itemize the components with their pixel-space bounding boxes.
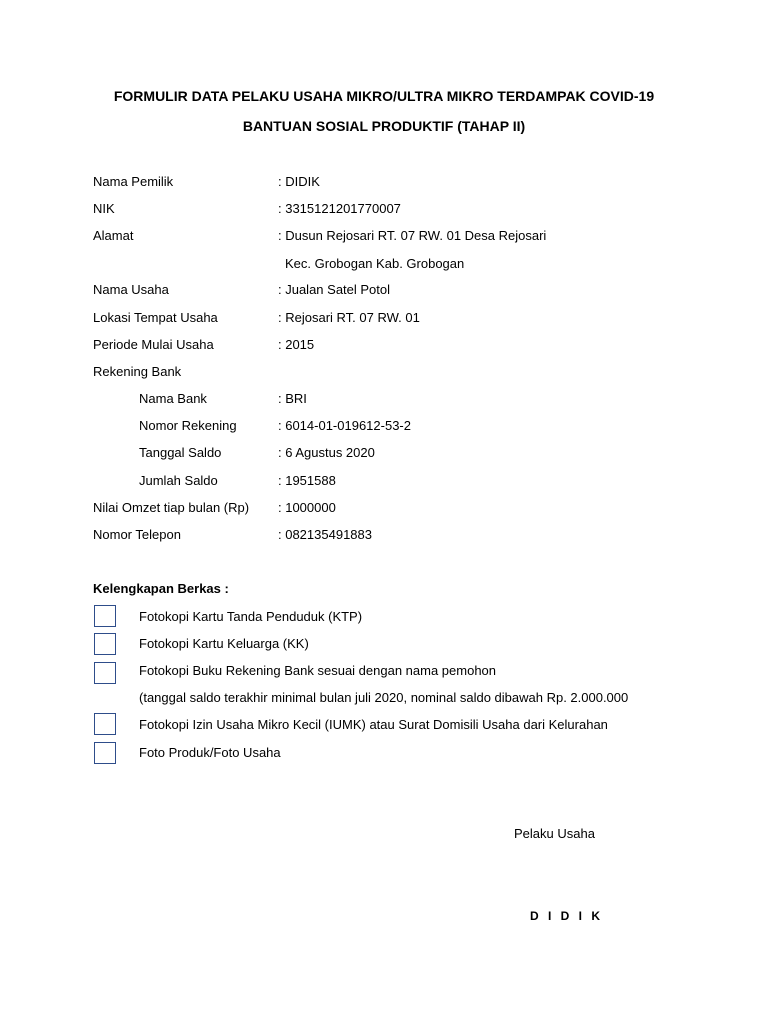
field-value: : 3315121201770007 [278, 201, 401, 216]
checkbox-kk[interactable] [94, 633, 116, 655]
checkbox-ktp[interactable] [94, 605, 116, 627]
field-label: Nama Pemilik [93, 174, 174, 189]
field-value: : BRI [278, 391, 307, 406]
signature-label: Pelaku Usaha [514, 826, 595, 841]
field-value: : Jualan Satel Potol [278, 282, 391, 297]
field-value: : Dusun Rejosari RT. 07 RW. 01 Desa Rejosari [278, 228, 547, 243]
document-item-ktp: Fotokopi Kartu Tanda Penduduk (KTP) [139, 609, 363, 624]
field-label: Nama Bank [139, 391, 207, 406]
field-value: : 1951588 [278, 473, 336, 488]
checkbox-foto-produk[interactable] [94, 742, 116, 764]
document-item-foto-produk: Foto Produk/Foto Usaha [139, 745, 281, 760]
field-value: : Rejosari RT. 07 RW. 01 [278, 310, 420, 325]
field-value: : 2015 [278, 337, 315, 352]
field-value: : 6014-01-019612-53-2 [278, 418, 411, 433]
field-label: NIK [93, 201, 115, 216]
document-item-iumk: Fotokopi Izin Usaha Mikro Kecil (IUMK) atau Surat Domisili Usaha dari Kelurahan [139, 717, 608, 732]
field-label: Lokasi Tempat Usaha [93, 310, 218, 325]
field-label: Nama Usaha [93, 282, 169, 297]
field-label: Jumlah Saldo [139, 473, 218, 488]
field-value: : 082135491883 [278, 527, 372, 542]
document-item-buku-rekening-note: (tanggal saldo terakhir minimal bulan juli 2020, nominal saldo dibawah Rp. 2.000.000 [139, 690, 629, 705]
field-label: Nomor Rekening [139, 418, 237, 433]
field-label: Nomor Telepon [93, 527, 181, 542]
documents-heading: Kelengkapan Berkas : [93, 581, 229, 596]
field-label: Periode Mulai Usaha [93, 337, 214, 352]
field-value: : 1000000 [278, 500, 336, 515]
field-label: Nilai Omzet tiap bulan (Rp) [93, 500, 250, 515]
checkbox-iumk[interactable] [94, 713, 116, 735]
document-item-buku-rekening: Fotokopi Buku Rekening Bank sesuai dengan nama pemohon [139, 663, 497, 678]
form-title: FORMULIR DATA PELAKU USAHA MIKRO/ULTRA MIKRO TERDAMPAK COVID-19 [113, 88, 655, 104]
document-item-kk: Fotokopi Kartu Keluarga (KK) [139, 636, 309, 651]
field-label: Rekening Bank [93, 364, 182, 379]
field-value: : DIDIK [278, 174, 320, 189]
signature-name: D I D I K [530, 909, 604, 923]
form-subtitle: BANTUAN SOSIAL PRODUKTIF (TAHAP II) [242, 118, 526, 134]
field-value-continuation: Kec. Grobogan Kab. Grobogan [285, 256, 465, 271]
field-value: : 6 Agustus 2020 [278, 445, 375, 460]
checkbox-buku-rekening[interactable] [94, 662, 116, 684]
field-label: Alamat [93, 228, 134, 243]
field-label: Tanggal Saldo [139, 445, 222, 460]
